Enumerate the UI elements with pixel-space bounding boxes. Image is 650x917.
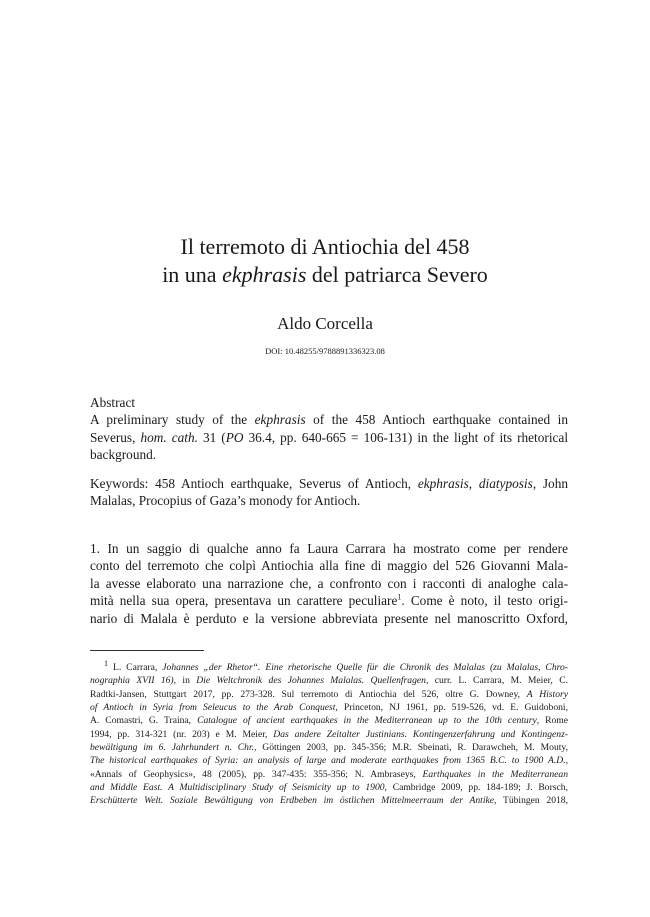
- text: , Rome: [536, 715, 568, 727]
- title-text: del patriarca Severo: [306, 262, 488, 287]
- body-line: [90, 592, 568, 609]
- italic-text: PO: [225, 429, 244, 445]
- footnote-line: [90, 794, 568, 807]
- italic-text: A History: [526, 688, 568, 700]
- title-line-2: [0, 261, 650, 289]
- text: mità nella sua opera, presentava un carattere peculiare: [90, 593, 398, 609]
- italic-text: Johannes „der Rhetor“. Eine rhetorische Quelle für die Chronik des Malalas (zu Malalas, Chro-: [162, 662, 568, 673]
- italic-text: diatyposis: [478, 476, 533, 491]
- footnote-line: [90, 688, 568, 701]
- footnote-divider: [90, 650, 204, 651]
- footnote-line: [90, 728, 568, 741]
- body-line: 1. In un saggio di qualche anno fa Laura Carrara ha mostrato come per rendere: [90, 541, 568, 556]
- italic-text: Catalogue of ancient earthquakes in the Mediterranean up to the 10th century: [197, 715, 537, 727]
- footnote-line: [90, 754, 568, 767]
- italic-text: hom. cath.: [140, 429, 198, 445]
- italic-text: of Antioch in Syria from Seleucus to the Arab Conquest: [90, 702, 336, 714]
- text: Severus,: [90, 429, 141, 445]
- italic-text: ekphrasis: [254, 412, 306, 428]
- footnote-line: [90, 781, 568, 794]
- footnote-number: 1: [104, 658, 108, 668]
- text: . Come è noto, il testo origi-: [401, 593, 568, 609]
- text: L. Carrara,: [108, 662, 163, 673]
- italic-text: bewältigung im 6. Jahrhundert n. Chr.: [90, 742, 255, 754]
- abstract-line: [90, 429, 568, 446]
- footnote-ref[interactable]: 1: [397, 592, 402, 602]
- text: 36.4, pp. 640-665 = 106-131) in the light of its rhetorical: [243, 429, 569, 445]
- body-line: la avesse elaborato una narrazione che, a confronto con i racconti di analoghe cala-: [90, 575, 568, 591]
- body-paragraph: [90, 540, 568, 627]
- title-text: in una: [162, 262, 223, 287]
- italic-text: nographia XVII 16): [90, 675, 174, 687]
- text: of the 458 Antioch earthquake contained in: [305, 412, 569, 428]
- doi-identifier: DOI: 10.48255/9788891336323.08: [265, 346, 385, 356]
- footnote-line: [90, 658, 568, 674]
- text: 1994, pp. 314-321 (nr. 203) e M. Meier,: [90, 728, 274, 740]
- keywords-section: [90, 475, 568, 510]
- text: , Cambridge 2009, pp. 184-189; J. Borsch,: [384, 782, 568, 794]
- text: Radtki-Jansen, Stuttgart 2017, pp. 273-328. Sul terremoto di Antiochia del 526, oltre G. Downey,: [90, 688, 527, 700]
- text: Keywords: 458 Antioch earthquake, Severus of Antioch,: [90, 476, 418, 491]
- text: «Annals of Geophysics», 48 (2005), pp. 347-435: 355-356; N. Ambraseys,: [90, 768, 423, 780]
- text: ,: [468, 476, 479, 491]
- text: , Princeton, NJ 1961, pp. 519-526, vd. E. Guidoboni,: [335, 702, 569, 714]
- text: , curr. L. Carrara, M. Meier, C.: [425, 675, 568, 687]
- footnote-line: [90, 741, 568, 754]
- footnote-line: [90, 701, 568, 714]
- footnote-line: [90, 674, 568, 687]
- abstract-heading: Abstract: [90, 395, 136, 410]
- italic-text: ekphrasis: [417, 476, 469, 491]
- paper-title: [0, 233, 650, 289]
- keywords-line: [90, 475, 568, 492]
- abstract-line: [90, 411, 568, 428]
- body-line: conto del terremoto che colpì Antiochia alla fine di maggio del 526 Giovanni Mala-: [90, 558, 568, 574]
- text: ,: [565, 755, 568, 767]
- abstract-line: background.: [90, 447, 157, 463]
- footnote: [90, 658, 569, 808]
- italic-text: Erschütterte Welt. Soziale Bewältigung von Erdbeben im östlichen Mittelmeerraum der Antike: [90, 795, 495, 807]
- italic-text: Earthquakes in the Mediterranean: [422, 768, 568, 780]
- footnote-line: [90, 768, 568, 781]
- keywords-line: Malalas, Procopius of Gaza’s monody for Antioch.: [90, 493, 361, 509]
- author-name: Aldo Corcella: [277, 314, 373, 333]
- title-line-1: Il terremoto di Antiochia del 458: [180, 234, 470, 259]
- text: A. Comastri, G. Traina,: [90, 715, 198, 727]
- body-line: nario di Malala è perduto e la versione abbreviata presente nel manoscritto Oxford,: [90, 610, 568, 626]
- footnote-line: [90, 714, 568, 727]
- text: , John: [532, 476, 568, 491]
- abstract-section: [90, 394, 568, 464]
- text: 31 (: [197, 429, 226, 445]
- italic-text: Die Weltchronik des Johannes Malalas. Quellenfragen: [196, 675, 426, 687]
- text: , Tübingen 2018,: [494, 795, 568, 807]
- italic-text: and Middle East. A Multidisciplinary Study of Seismicity up to 1900: [90, 782, 385, 794]
- text: , in: [173, 675, 197, 687]
- text: A preliminary study of the: [90, 412, 255, 428]
- italic-text: The historical earthquakes of Syria: an analysis of large and moderate earthquakes from 1365 B.C. to 1900 A.D.: [90, 755, 566, 767]
- italic-text: Das andere Zeitalter Justinians. Kontingenzerfahrung und Kontingenz-: [273, 728, 569, 740]
- text: , Göttingen 2003, pp. 345-356; M.R. Sbeinati, R. Darawcheh, M. Mouty,: [254, 742, 568, 754]
- title-italic: ekphrasis: [222, 262, 307, 287]
